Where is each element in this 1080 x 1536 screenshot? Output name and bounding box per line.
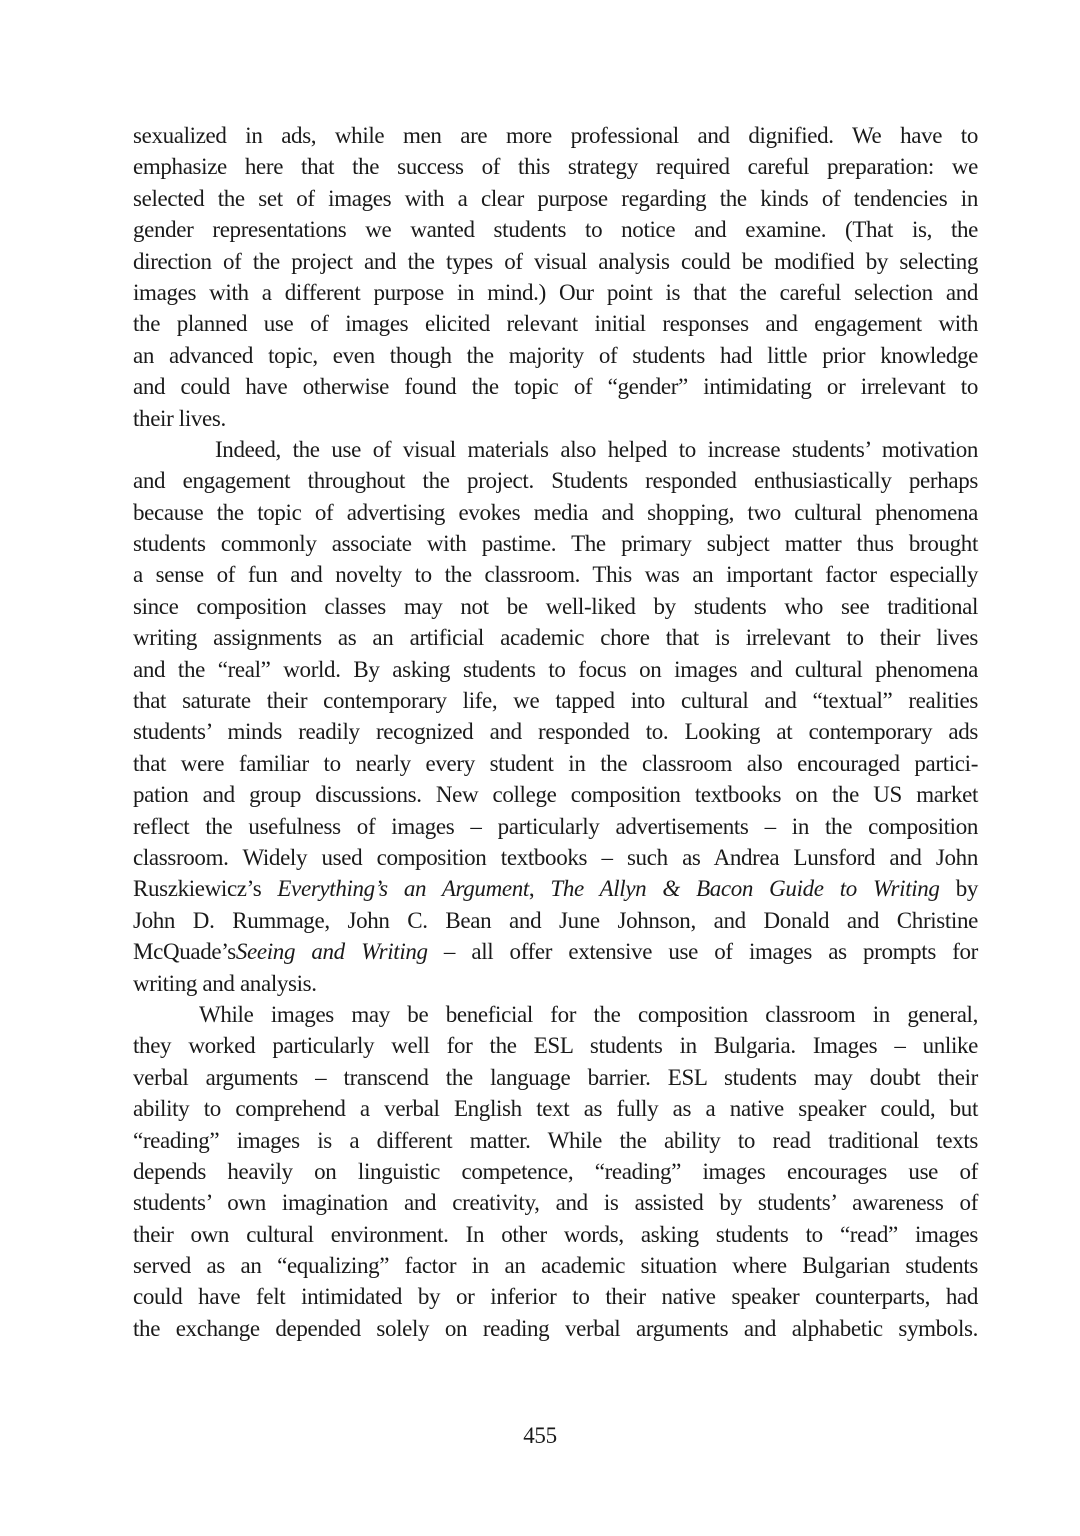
- text-line: and engagement throughout the project. Students responded enthusiastically perhaps: [133, 468, 978, 494]
- text-line: the exchange depended solely on reading verbal arguments and alphabetic symbols.: [133, 1315, 978, 1341]
- text-line: classroom. Widely used composition textbooks – such as Andrea Lunsford and John: [133, 844, 978, 870]
- paragraph-3: [133, 999, 978, 1344]
- text-segment: Ruszkiewicz’s: [133, 876, 278, 902]
- text-line: reflect the usefulness of images – particularly advertisements – in the composition: [133, 813, 978, 839]
- text-segment: by: [939, 876, 978, 902]
- text-line: writing assignments as an artificial academic chore that is irrelevant to their lives: [133, 625, 978, 651]
- text-line: and could have otherwise found the topic of “gender” intimidating or irrelevant to: [133, 374, 978, 400]
- text-line: gender representations we wanted students to notice and examine. (That is, the: [133, 217, 978, 243]
- text-line-with-title: [133, 936, 978, 967]
- text-line: a sense of fun and novelty to the classroom. This was an important factor especially: [133, 562, 978, 588]
- text-segment: ,: [528, 876, 551, 902]
- text-line: direction of the project and the types of visual analysis could be modified by selecting: [133, 248, 978, 274]
- book-title-everythings-an-argument: Everything’s an Argument: [277, 876, 529, 902]
- text-line: since composition classes may not be well-liked by students who see traditional: [133, 593, 978, 619]
- text-line: students commonly associate with pastime. The primary subject matter thus brought: [133, 531, 978, 557]
- text-line: they worked particularly well for the ESL students in Bulgaria. Images – unlike: [133, 1033, 978, 1059]
- text-line: that were familiar to nearly every student in the classroom also encouraged partici-: [133, 750, 978, 776]
- text-line: served as an “equalizing” factor in an academic situation where Bulgarian students: [133, 1253, 978, 1279]
- text-line: verbal arguments – transcend the language barrier. ESL students may doubt their: [133, 1064, 978, 1090]
- paragraph-2: [133, 434, 978, 999]
- text-line: could have felt intimidated by or inferior to their native speaker counterparts, had: [133, 1284, 978, 1310]
- page-number: 455: [523, 1423, 557, 1448]
- text-segment: McQuade’s: [133, 939, 236, 965]
- text-line: “reading” images is a different matter. While the ability to read traditional texts: [133, 1127, 978, 1153]
- text-segment: – all offer extensive use of images as prompts for: [427, 939, 978, 965]
- text-line: and the “real” world. By asking students to focus on images and cultural phenomena: [133, 656, 978, 682]
- book-title-allyn-bacon-guide: The Allyn & Bacon Guide to Writing: [550, 876, 940, 902]
- text-line: While images may be beneficial for the composition classroom in general,: [199, 1001, 978, 1027]
- text-line: Indeed, the use of visual materials also helped to increase students’ motivation: [215, 436, 978, 462]
- text-line: an advanced topic, even though the majority of students had little prior knowledge: [133, 342, 978, 368]
- text-line: selected the set of images with a clear purpose regarding the kinds of tendencies in: [133, 185, 978, 211]
- text-line: students’ own imagination and creativity, and is assisted by students’ awareness of: [133, 1190, 978, 1216]
- text-line: emphasize here that the success of this strategy required careful preparation: we: [133, 154, 978, 180]
- paragraph-1: [133, 120, 978, 434]
- text-line: John D. Rummage, John C. Bean and June Johnson, and Donald and Christine: [133, 907, 978, 933]
- text-line: writing and analysis.: [133, 970, 317, 996]
- text-line-with-titles: [133, 873, 978, 904]
- text-line: students’ minds readily recognized and responded to. Looking at contemporary ads: [133, 719, 978, 745]
- book-title-seeing-and-writing: Seeing and Writing: [235, 939, 428, 965]
- text-line: their lives.: [133, 405, 226, 431]
- text-line: sexualized in ads, while men are more professional and dignified. We have to: [133, 123, 978, 148]
- text-line: pation and group discussions. New college composition textbooks on the US market: [133, 782, 978, 808]
- text-line: because the topic of advertising evokes media and shopping, two cultural phenomena: [133, 499, 978, 525]
- text-line: their own cultural environment. In other words, asking students to “read” images: [133, 1221, 978, 1247]
- text-line: depends heavily on linguistic competence, “reading” images encourages use of: [133, 1158, 978, 1184]
- body-text: [133, 120, 978, 1344]
- text-line: ability to comprehend a verbal English text as fully as a native speaker could, but: [133, 1096, 978, 1122]
- text-line: the planned use of images elicited relevant initial responses and engagement with: [133, 311, 978, 337]
- text-line: images with a different purpose in mind.) Our point is that the careful selection and: [133, 279, 978, 305]
- text-line: that saturate their contemporary life, we tapped into cultural and “textual” realities: [133, 688, 978, 714]
